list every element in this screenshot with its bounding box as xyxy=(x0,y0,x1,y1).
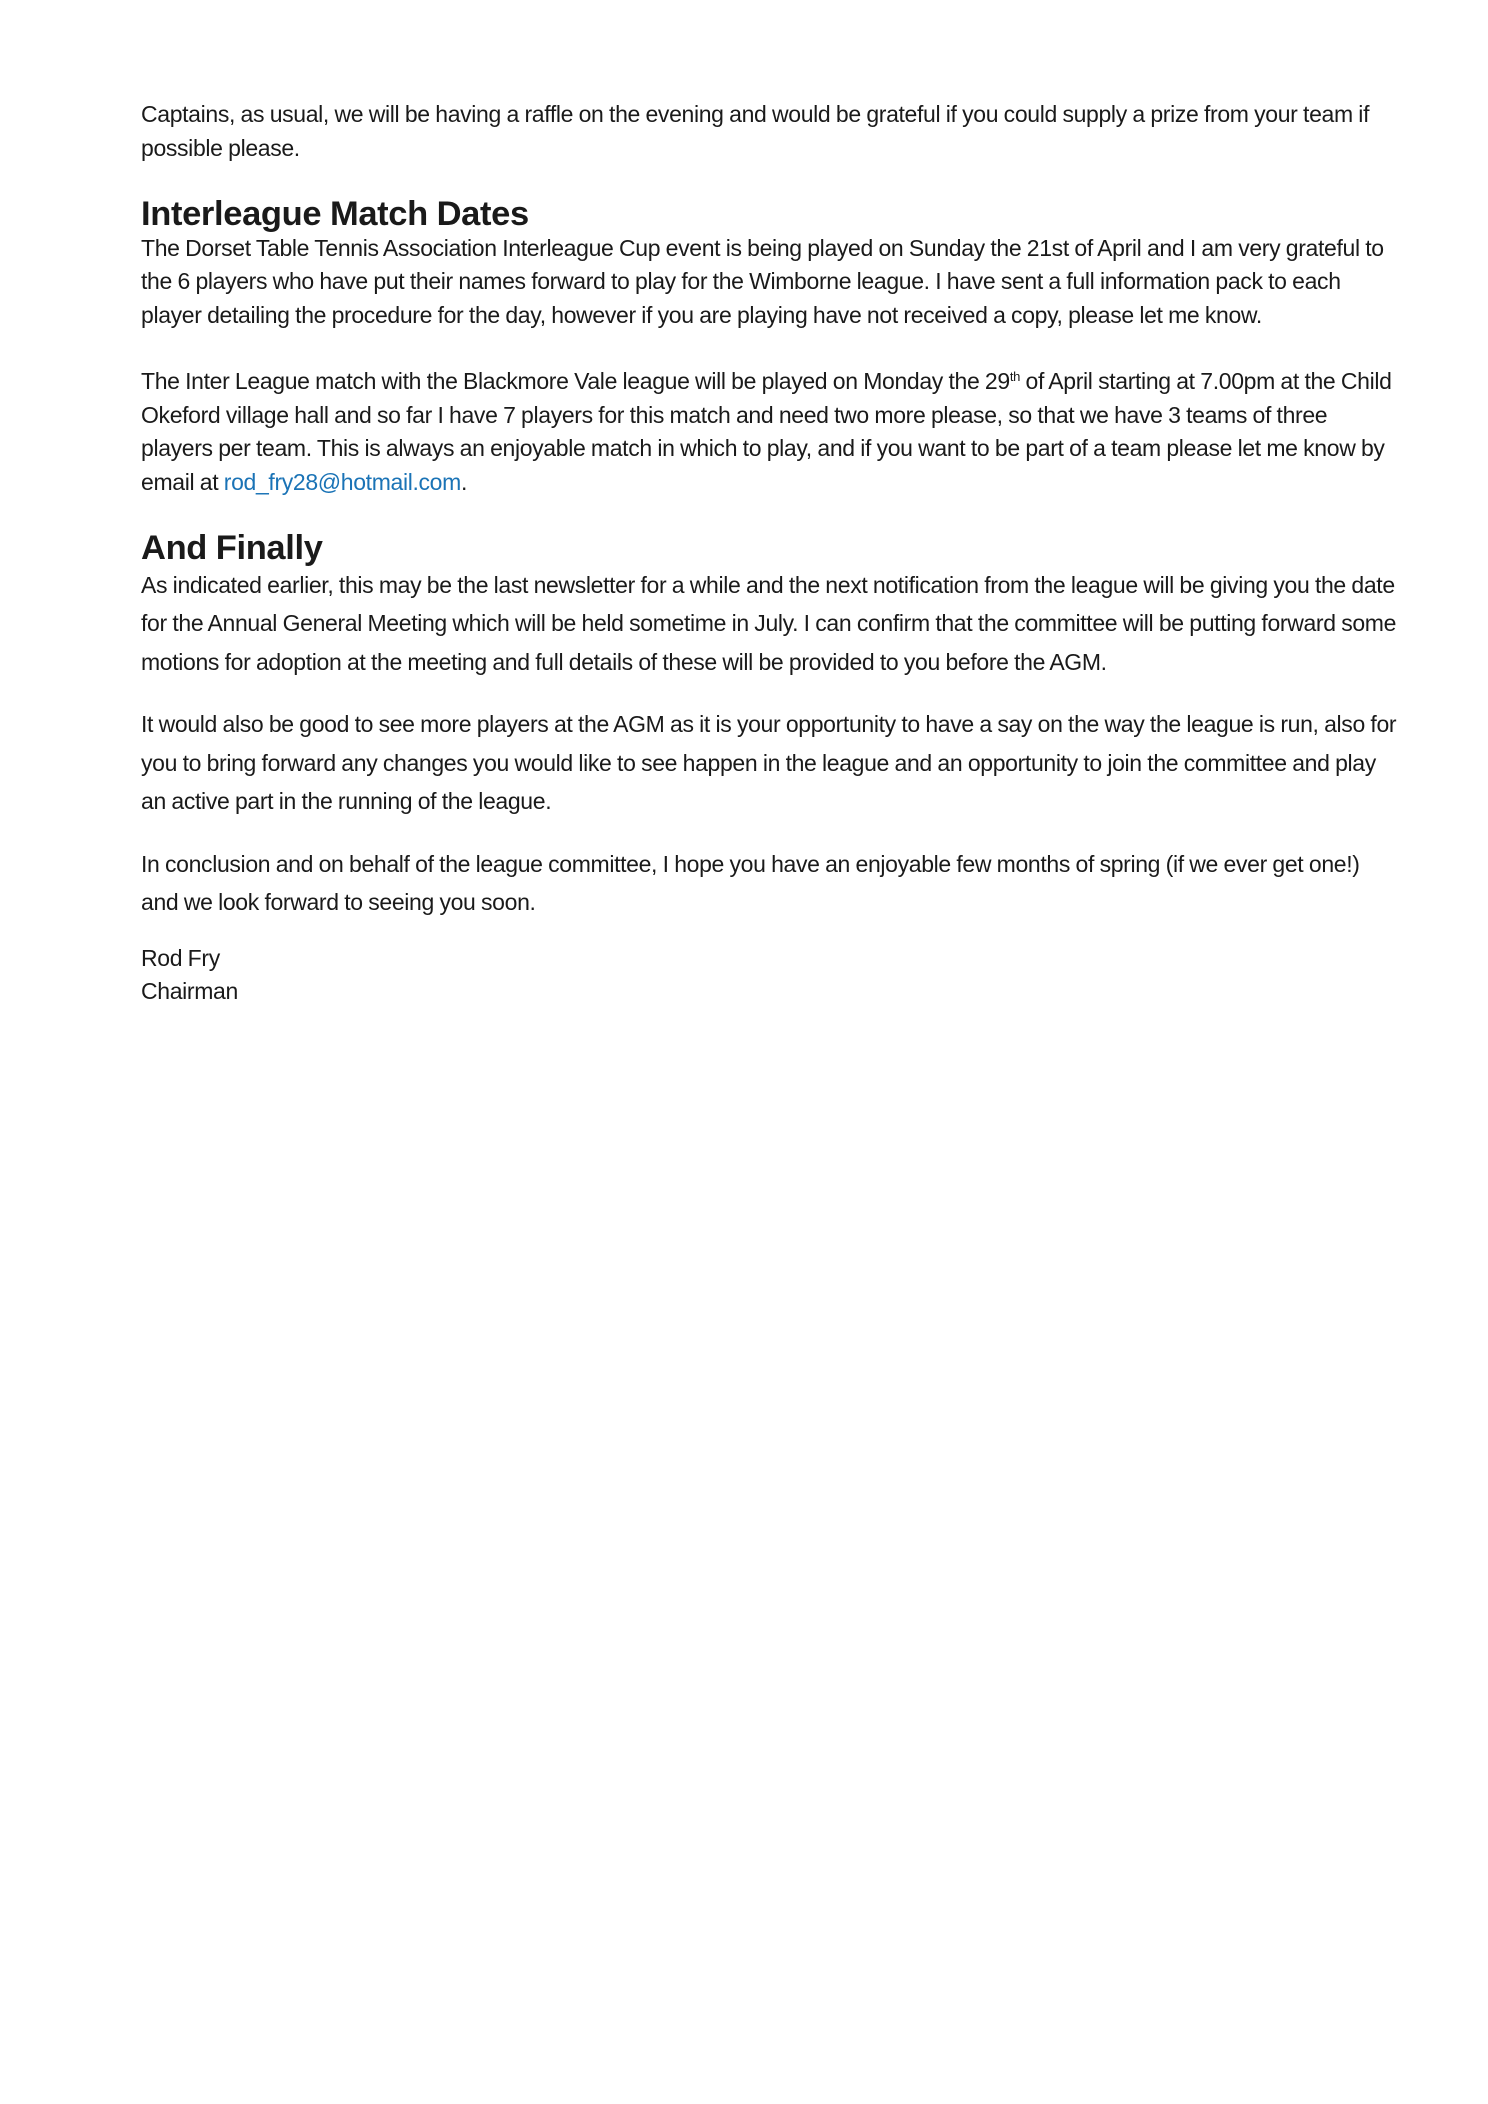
signature-title: Chairman xyxy=(141,978,238,1004)
and-finally-paragraph-1: As indicated earlier, this may be the last newsletter for a while and the next notification from the league will be giving you the date for the Annual General Meeting which will be held sometime in July. I can confirm that the committee will be putting forward some motions for adoption at the meeting and full details of these will be provided to you before the AGM. xyxy=(141,571,1397,675)
spacer xyxy=(141,922,1401,942)
email-link[interactable]: rod_fry28@hotmail.com xyxy=(223,468,461,495)
and-finally-paragraph-2: It would also be good to see more players at the AGM as it is your opportunity to have a say on the way the league is run, also for you to bring forward any changes you would like to see happen in the league and an opportunity to join the committee and play an active part in the running of the league. xyxy=(141,711,1397,814)
interleague-paragraph-2-end: . xyxy=(460,468,467,495)
ordinal-suffix: th xyxy=(1009,369,1020,385)
raffle-paragraph: Captains, as usual, we will be having a raffle on the evening and would be grateful if you could supply a prize from your team if possible please. xyxy=(141,101,1370,161)
spacer xyxy=(141,332,1401,365)
spacer xyxy=(141,499,1401,532)
spacer xyxy=(141,821,1401,845)
and-finally-heading: And Finally xyxy=(141,529,323,567)
interleague-paragraph-1: The Dorset Table Tennis Association Interleague Cup event is being played on Sunday the 21st of April and I am very grateful to the 6 players who have put their names forward to play for the Wimborne league. I have sent a full information pack to each player detailing the procedure for the day, however if you are playing have not received a copy, please let me know. xyxy=(141,234,1384,328)
spacer xyxy=(141,165,1401,198)
interleague-paragraph-2-text-b: of April starting at 7.00pm at the Child Okeford village hall and so far I have 7 players for this match and need two more please, so that we have 3 teams of three players per team. This is always an enjoyable match in which to play, and if you want to be part of a team please let me know by email at xyxy=(141,368,1392,495)
signature-name: Rod Fry xyxy=(141,944,220,971)
interleague-paragraph-2-text-a: The Inter League match with the Blackmore Vale league will be played on Monday the 29 xyxy=(141,368,1010,394)
interleague-heading: Interleague Match Dates xyxy=(141,195,529,233)
interleague-paragraph-2 xyxy=(141,365,1401,499)
and-finally-paragraph-3: In conclusion and on behalf of the league committee, I hope you have an enjoyable few months of spring (if we ever get one!) and we look forward to seeing you soon. xyxy=(141,850,1360,915)
spacer xyxy=(141,681,1401,705)
document-page xyxy=(141,98,1401,1009)
